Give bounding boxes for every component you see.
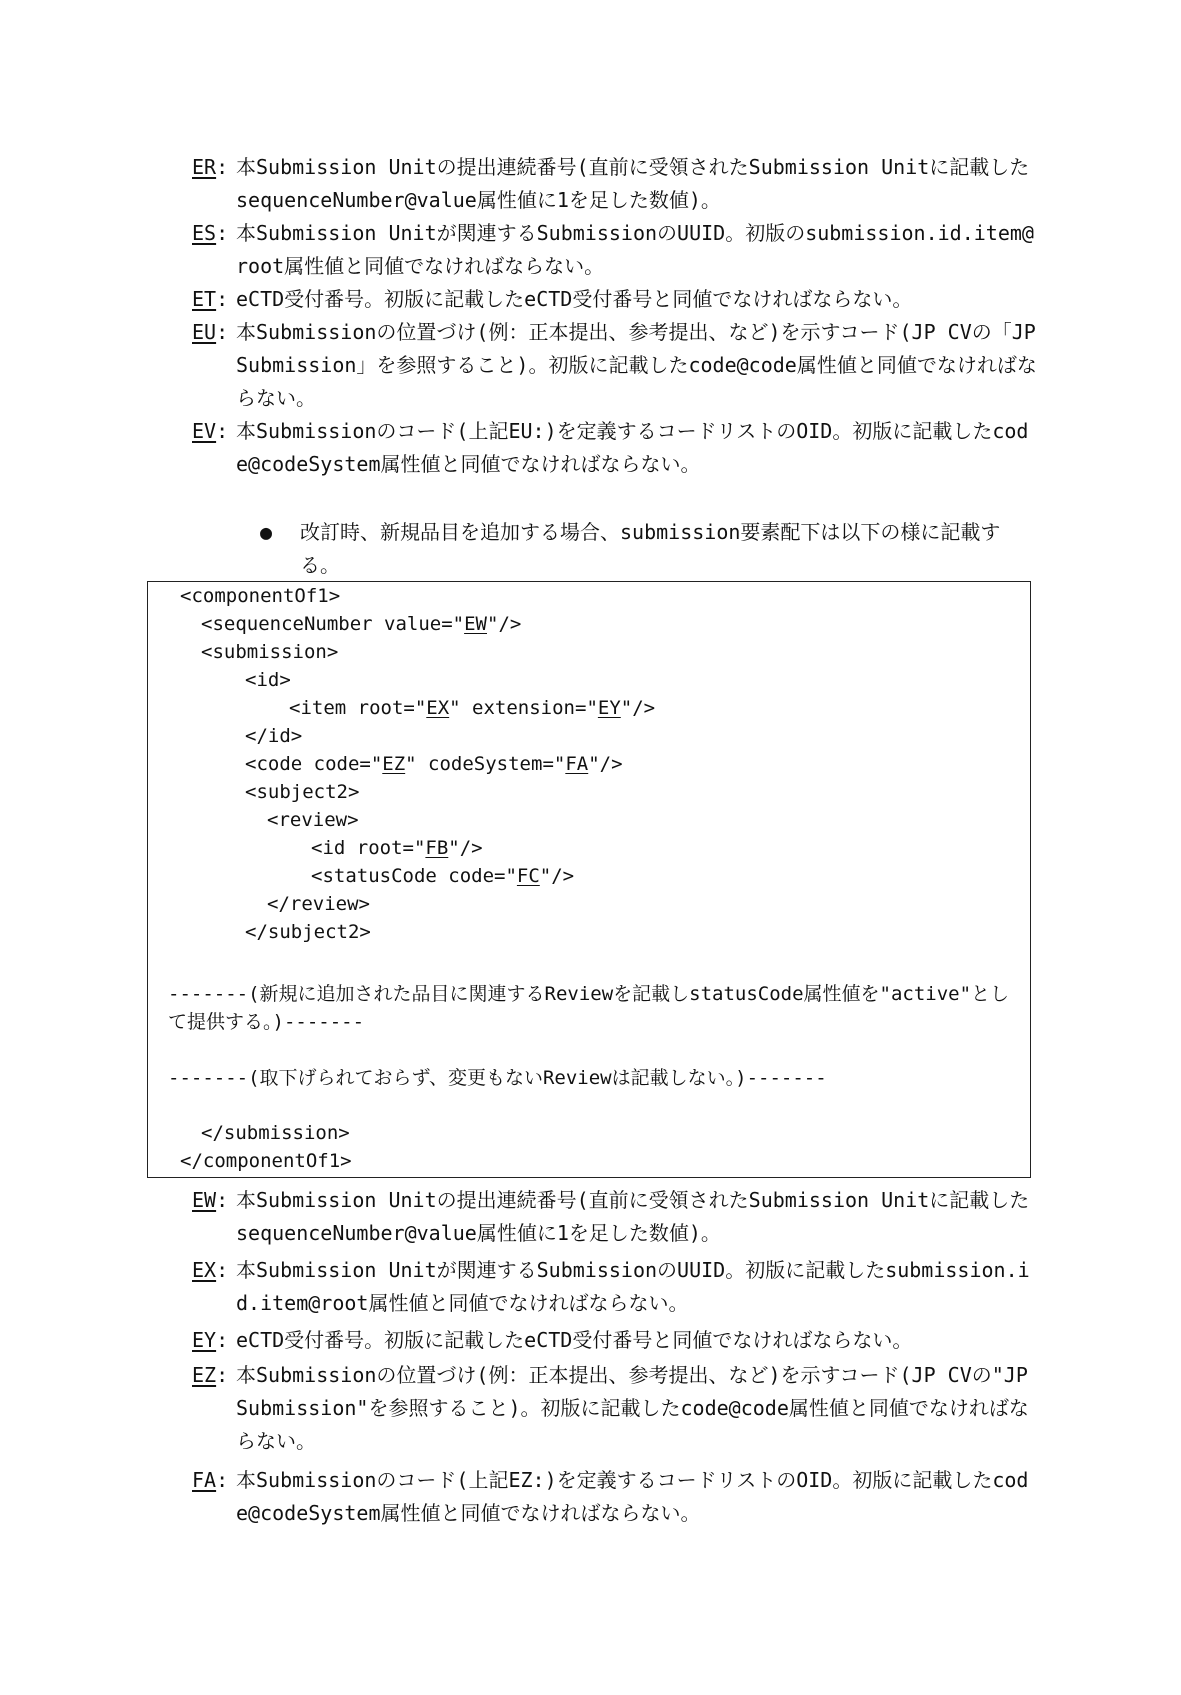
placeholder-key: EZ — [382, 753, 406, 775]
definition-item: EV: 本Submissionのコード(上記EU:)を定義するコードリストのOID。初版に記載したcode@codeSystem属性値と同値でなければならない。 — [192, 415, 1037, 481]
definition-key: EX — [192, 1258, 217, 1282]
code-comment: -------(取下げられておらず、変更もないReviewは記載しない。)------- — [168, 1067, 827, 1089]
definition-key: EU — [192, 320, 217, 344]
definition-text: 本Submission Unitが関連するSubmissionのUUID。初版に記載したsubmission.id.item@root属性値と同値でなければならない。 — [236, 1258, 1030, 1315]
definition-key: EW — [192, 1188, 217, 1212]
definition-item: ET: eCTD受付番号。初版に記載したeCTD受付番号と同値でなければならない。 — [192, 283, 1037, 316]
definition-item: FA: 本Submissionのコード(上記EZ:)を定義するコードリストのOID。初版に記載したcode@codeSystem属性値と同値でなければならない。 — [192, 1464, 1037, 1530]
placeholder-key: FA — [565, 753, 589, 775]
bullet-dot-icon: ● — [260, 520, 273, 544]
bullet-item — [260, 516, 1037, 582]
code-line: </review> — [267, 893, 370, 915]
code-line: </submission> — [201, 1122, 350, 1144]
definition-text: eCTD受付番号。初版に記載したeCTD受付番号と同値でなければならない。 — [236, 1328, 913, 1352]
definition-item: EX: 本Submission Unitが関連するSubmissionのUUID。初版に記載したsubmission.id.item@root属性値と同値でなければならない。 — [192, 1254, 1037, 1320]
definition-text: 本Submissionのコード(上記EZ:)を定義するコードリストのOID。初版に記載したcode@codeSystem属性値と同値でなければならない。 — [236, 1468, 1029, 1525]
definition-key: EY — [192, 1328, 217, 1352]
definition-text: 本Submission Unitの提出連続番号(直前に受領されたSubmission Unitに記載したsequenceNumber@value属性値に1を足した数値)。 — [236, 155, 1030, 212]
placeholder-key: EX — [426, 697, 450, 719]
code-line: </componentOf1> — [180, 1150, 352, 1172]
definition-text: 本Submissionの位置づけ(例：正本提出、参考提出、など)を示すコード(JP CVの"JP Submission"を参照すること)。初版に記載したcode@code属性値と同値でなければならない。 — [236, 1363, 1029, 1453]
code-line: <componentOf1> — [180, 585, 341, 607]
definition-text: 本Submissionのコード(上記EU:)を定義するコードリストのOID。初版に記載したcode@codeSystem属性値と同値でなければならない。 — [236, 419, 1029, 476]
code-line: <item root="EX" extension="EY"/> — [289, 697, 656, 719]
definition-key: ES — [192, 221, 217, 245]
definition-text: eCTD受付番号。初版に記載したeCTD受付番号と同値でなければならない。 — [236, 287, 913, 311]
definition-item: EW: 本Submission Unitの提出連続番号(直前に受領されたSubmission Unitに記載したsequenceNumber@value属性値に1を足した数値)。 — [192, 1184, 1037, 1250]
definition-item: EU: 本Submissionの位置づけ(例：正本提出、参考提出、など)を示すコード(JP CVの「JP Submission」を参照すること)。初版に記載したcode@code属性値と同値でなければならない。 — [192, 316, 1037, 415]
definition-item: ES: 本Submission Unitが関連するSubmissionのUUID。初版のsubmission.id.item@root属性値と同値でなければならない。 — [192, 217, 1037, 283]
definition-key: FA — [192, 1468, 217, 1492]
code-line: <id> — [245, 669, 291, 691]
definition-text: 本Submission Unitが関連するSubmissionのUUID。初版のsubmission.id.item@root属性値と同値でなければならない。 — [236, 221, 1034, 278]
definition-text: 本Submissionの位置づけ(例：正本提出、参考提出、など)を示すコード(JP CVの「JP Submission」を参照すること)。初版に記載したcode@code属性値と同値でなければならない。 — [236, 320, 1037, 410]
placeholder-key: EW — [464, 613, 487, 635]
code-line: <review> — [267, 809, 359, 831]
definition-key: EV — [192, 419, 217, 443]
definition-key: ET — [192, 287, 217, 311]
definition-key: EZ — [192, 1363, 217, 1387]
placeholder-key: EY — [597, 697, 621, 719]
code-line: <sequenceNumber value="EW"/> — [201, 613, 522, 635]
definition-key: ER — [192, 155, 217, 179]
code-line: </id> — [245, 725, 303, 747]
code-line: <code code="EZ" codeSystem="FA"/> — [245, 753, 623, 775]
code-line: </subject2> — [245, 921, 371, 943]
definition-item: ER: 本Submission Unitの提出連続番号(直前に受領されたSubmission Unitに記載したsequenceNumber@value属性値に1を足した数値)。 — [192, 151, 1037, 217]
code-line: <submission> — [201, 641, 339, 663]
code-line: <subject2> — [245, 781, 360, 803]
code-line: <statusCode code="FC"/> — [311, 865, 575, 887]
bullet-text: 改訂時、新規品目を追加する場合、submission要素配下は以下の様に記載する。 — [300, 520, 1001, 577]
definition-item: EZ: 本Submissionの位置づけ(例：正本提出、参考提出、など)を示すコード(JP CVの"JP Submission"を参照すること)。初版に記載したcode@code属性値と同値でなければならない。 — [192, 1359, 1037, 1458]
definition-item: EY: eCTD受付番号。初版に記載したeCTD受付番号と同値でなければならない。 — [192, 1324, 1037, 1357]
code-comment: -------(新規に追加された品目に関連するReviewを記載しstatusCode属性値を"active"として提供する。)------- — [168, 983, 1010, 1033]
definition-text: 本Submission Unitの提出連続番号(直前に受領されたSubmission Unitに記載したsequenceNumber@value属性値に1を足した数値)。 — [236, 1188, 1030, 1245]
placeholder-key: FC — [516, 865, 540, 887]
code-line: <id root="FB"/> — [311, 837, 483, 859]
placeholder-key: FB — [425, 837, 449, 859]
xml-code-box — [147, 581, 1031, 1178]
